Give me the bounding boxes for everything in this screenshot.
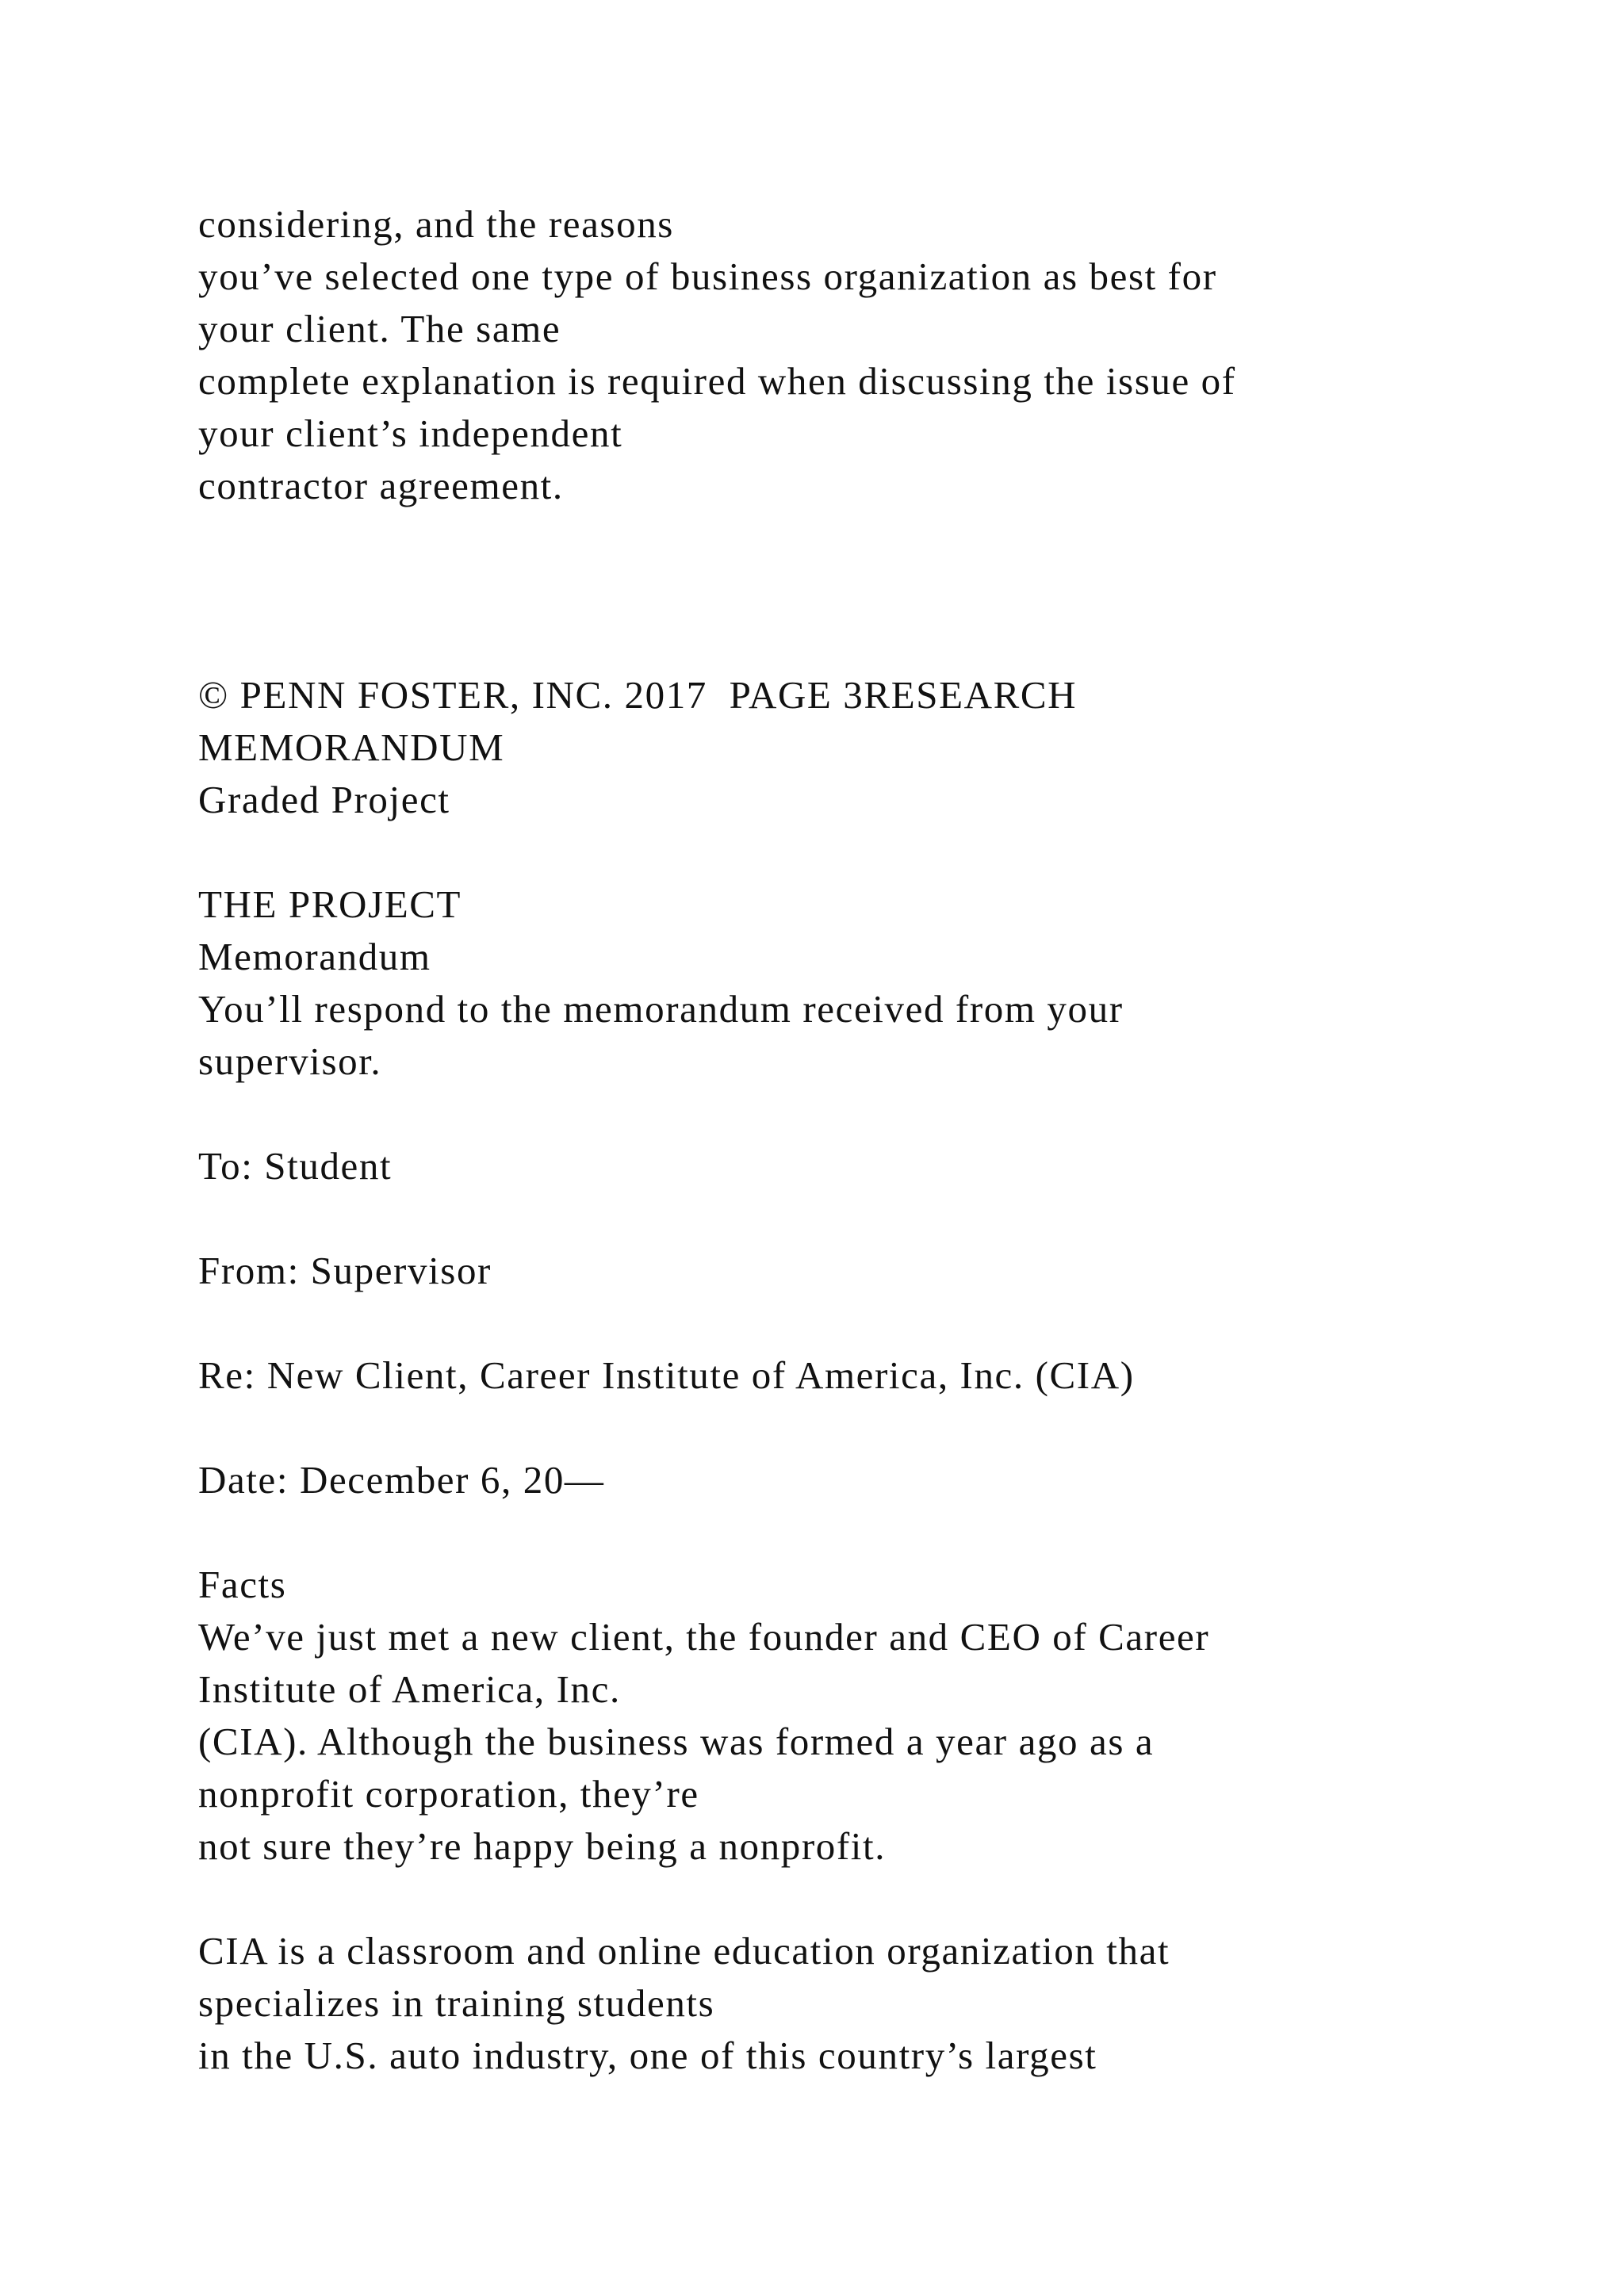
text-line: Institute of America, Inc.: [198, 1667, 621, 1711]
spacer: [198, 1297, 1467, 1349]
facts-heading: Facts: [198, 1563, 287, 1606]
spacer: [198, 617, 1467, 669]
text-line: (CIA). Although the business was formed a year ago as a: [198, 1720, 1155, 1763]
text-line: your client. The same: [198, 307, 561, 350]
spacer: [198, 512, 1467, 564]
spacer: [198, 564, 1467, 617]
project-section: [198, 878, 1467, 1088]
copyright-line: © PENN FOSTER, INC. 2017 PAGE 3RESEARCH: [198, 673, 1078, 717]
facts-section: [198, 1559, 1467, 2082]
section-heading: THE PROJECT: [198, 882, 462, 926]
text-line: contractor agreement.: [198, 464, 564, 507]
section-subheading: Memorandum: [198, 935, 431, 978]
text-line: CIA is a classroom and online education organization that: [198, 1929, 1170, 1973]
text-line: you’ve selected one type of business organization as best for: [198, 254, 1217, 298]
text-line: considering, and the reasons: [198, 202, 674, 246]
text-line: We’ve just met a new client, the founder and CEO of Career: [198, 1615, 1210, 1659]
spacer: [198, 1088, 1467, 1140]
spacer: [198, 1506, 1467, 1559]
memo-to: To: Student: [198, 1144, 393, 1188]
text-line: You’ll respond to the memorandum received from your: [198, 987, 1124, 1031]
document-title: MEMORANDUM: [198, 725, 505, 769]
text-line: nonprofit corporation, they’re: [198, 1772, 699, 1816]
spacer: [198, 1192, 1467, 1245]
page-footer-header: [198, 669, 1467, 826]
spacer: [198, 1402, 1467, 1454]
text-line: your client’s independent: [198, 411, 623, 455]
spacer: [198, 1873, 1467, 1925]
text-line: complete explanation is required when discussing the issue of: [198, 359, 1236, 403]
text-line: in the U.S. auto industry, one of this country’s largest: [198, 2034, 1097, 2077]
memo-re: Re: New Client, Career Institute of America, Inc. (CIA): [198, 1353, 1135, 1397]
memo-date: Date: December 6, 20—: [198, 1458, 605, 1502]
intro-paragraph: [198, 198, 1467, 512]
document-subtitle: Graded Project: [198, 778, 450, 821]
memo-header: [198, 1140, 1467, 1506]
text-line: not sure they’re happy being a nonprofit.: [198, 1824, 887, 1868]
text-line: supervisor.: [198, 1039, 382, 1083]
document-page: [198, 198, 1467, 2082]
memo-from: From: Supervisor: [198, 1249, 492, 1292]
spacer: [198, 826, 1467, 878]
text-line: specializes in training students: [198, 1981, 715, 2025]
